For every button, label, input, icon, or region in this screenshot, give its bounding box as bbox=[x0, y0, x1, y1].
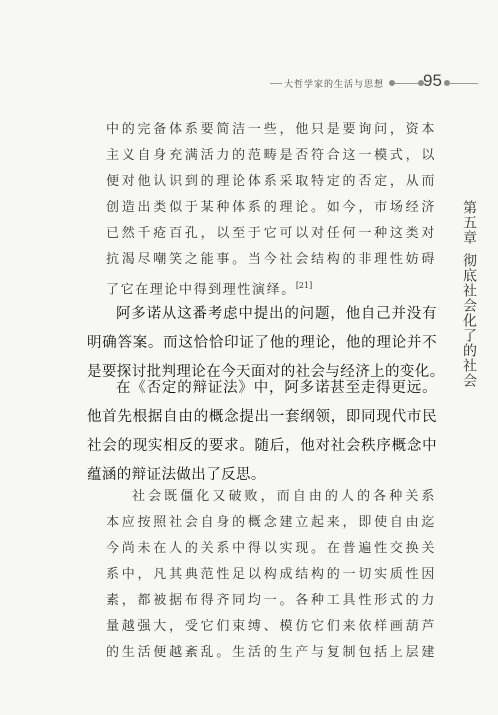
paragraph-line: 阿多诺从这番考虑中提出的问题，他自己并没有 bbox=[116, 306, 437, 322]
paragraph-line: 他首先根据自由的概念提出一套纲领，即同现代市民 bbox=[87, 409, 437, 425]
quote-line: 了它在理论中得到理性演绎。 bbox=[106, 282, 296, 298]
paragraph-line: 社会的现实相反的要求。随后，他对社会秩序概念中 bbox=[87, 438, 437, 454]
header-dot-icon bbox=[389, 80, 395, 86]
quote-last-line bbox=[106, 273, 436, 299]
block-quote-2 bbox=[106, 484, 436, 666]
quote-line: 系中，凡其典范性足以构成结构的一切实质性因 bbox=[106, 567, 436, 582]
quote-line: 便对他认识到的理论体系采取特定的否定，从而 bbox=[106, 174, 436, 189]
chapter-title: 彻底社会化了的社会 bbox=[461, 253, 477, 388]
quote-line: 今尚未在人的关系中得以实现。在普遍性交换关 bbox=[106, 541, 436, 556]
header-rule-right bbox=[448, 83, 478, 84]
paragraph-line: 在《否定的辩证法》中，阿多诺甚至走得更远。 bbox=[116, 380, 437, 396]
quote-line: 的生活便越紊乱。生活的生产与复制包括上层建 bbox=[106, 645, 436, 660]
footnote-ref: [21] bbox=[295, 281, 313, 290]
quote-line: 抗渴尽嘲笑之能事。当今社会结构的非理性妨碍 bbox=[106, 252, 436, 267]
paragraph-line: 明确答案。而这恰恰印证了他的理论，他的理论并不 bbox=[87, 335, 437, 351]
quote-line: 创造出类似于某种体系的理论。如今，市场经济 bbox=[106, 200, 436, 215]
chapter-number: 第五章 bbox=[461, 200, 477, 245]
paragraph-line: 蕴涵的辩证法做出了反思。 bbox=[87, 467, 266, 483]
quote-line: 已然千疮百孔，以至于它可以对任何一种这类对 bbox=[106, 226, 436, 241]
quote-line: 本应按照社会自身的概念建立起来，即使自由迄 bbox=[106, 515, 436, 530]
quote-line: 量越强大，受它们束缚、模仿它们来依样画葫芦 bbox=[106, 619, 436, 634]
header-rule-left bbox=[270, 83, 282, 84]
paragraph-line: 是要探讨批判理论在今天面对的社会与经济上的变化。 bbox=[87, 364, 445, 380]
quote-line: 素，都被据布得齐同均一。各种工具性形式的力 bbox=[106, 593, 436, 608]
chapter-side-tab bbox=[455, 200, 477, 388]
quote-line: 主义自身充满活力的范畴是否符合这一模式，以 bbox=[106, 148, 436, 163]
quote-line: 社会既僵化又破败，而自由的人的各种关系 bbox=[132, 489, 436, 504]
running-header-title: 大哲学家的生活与思想 bbox=[284, 80, 385, 90]
paragraph-2 bbox=[87, 374, 437, 490]
page-number: 95 bbox=[423, 71, 442, 90]
block-quote-1 bbox=[106, 117, 436, 299]
quote-line: 中的完备体系要简洁一些，他只是要询问，资本 bbox=[106, 122, 436, 137]
